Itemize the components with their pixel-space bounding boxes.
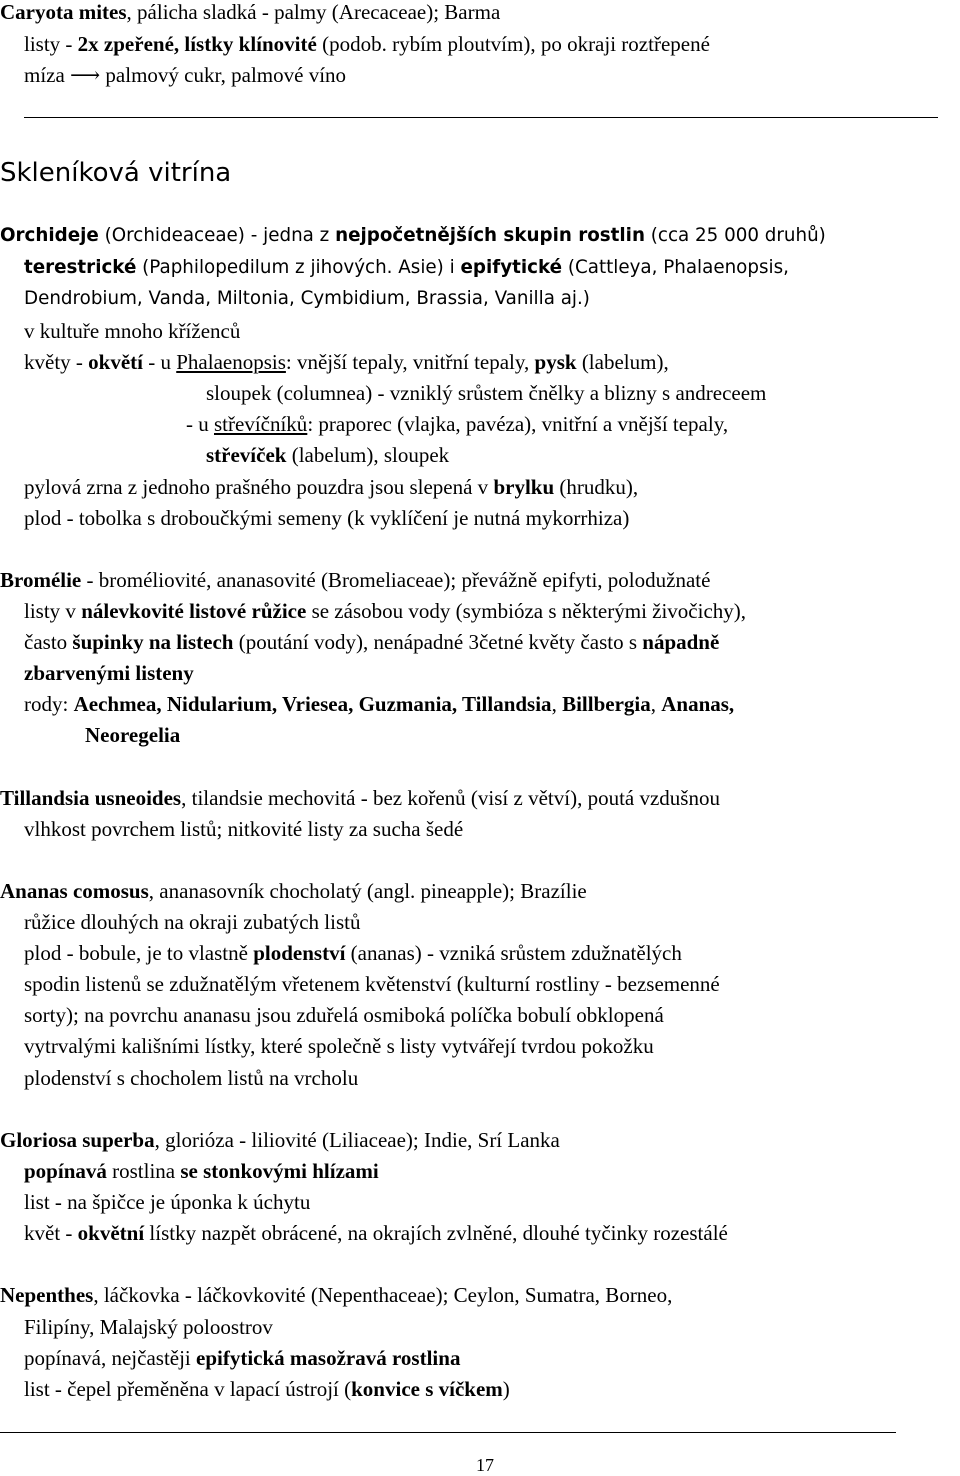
- orchid-line-6: sloupek (columnea) - vzniklý srůstem čnělky a blizny s andreceem: [206, 381, 767, 405]
- bromelie-line-5: rody: Aechmea, Nidularium, Vriesea, Guzmania, Tillandsia, Billbergia, Ananas,: [24, 692, 735, 716]
- bromelie-line-2: listy v nálevkovité listové růžice se zásobou vody (symbióza s některými živočichy),: [24, 599, 747, 623]
- orchid-line-1: Orchideje (Orchideaceae) - jedna z nejpočetnějších skupin rostlin (cca 25 000 druhů): [0, 225, 826, 246]
- orchid-line-4: v kultuře mnoho kříženců: [24, 319, 241, 343]
- footer-divider: [0, 1432, 896, 1433]
- ananas-line-6: vytrvalými kališními lístky, které společně s listy vytvářejí tvrdou pokožku: [24, 1034, 654, 1058]
- gloriosa-line-4: květ - okvětní lístky nazpět obrácené, na okrajích zvlněné, dlouhé tyčinky rozestálé: [24, 1221, 728, 1245]
- bromelie-line-4: zbarvenými listeny: [24, 661, 194, 685]
- bromelie-line-1: Bromélie - broméliovité, ananasovité (Bromeliaceae); převážně epifyti, polodužnaté: [0, 568, 711, 592]
- nepenthes-line-3: popínavá, nejčastěji epifytická masožravá rostlina: [24, 1346, 461, 1370]
- orchid-line-2: terestrické (Paphilopedilum z jihových. Asie) i epifytické (Cattleya, Phalaenopsis,: [24, 257, 789, 278]
- orchid-line-10: plod - tobolka s droboučkými semeny (k vyklíčení je nutná mykorrhiza): [24, 506, 630, 530]
- tillandsia-line-2: vlhkost povrchem listů; nitkovité listy za sucha šedé: [24, 817, 464, 841]
- tillandsia-line-1: Tillandsia usneoides, tilandsie mechovitá - bez kořenů (visí z větví), poutá vzdušnou: [0, 786, 720, 810]
- orchid-line-7: - u střevíčníků: praporec (vlajka, pavéza), vnitřní a vnější tepaly,: [186, 412, 729, 436]
- orchid-line-8: střevíček (labelum), sloupek: [206, 443, 450, 467]
- caryota-line-1: Caryota mites, pálicha sladká - palmy (Arecaceae); Barma: [0, 0, 501, 24]
- caryota-line-3: míza ⟶ palmový cukr, palmové víno: [24, 63, 347, 87]
- page-number: 17: [476, 1455, 494, 1475]
- gloriosa-line-2: popínavá rostlina se stonkovými hlízami: [24, 1159, 379, 1183]
- ananas-line-4: spodin listenů se zdužnatělým vřetenem květenství (kulturní rostliny - bezsemenné: [24, 972, 720, 996]
- nepenthes-line-1: Nepenthes, láčkovka - láčkovkovité (Nepenthaceae); Ceylon, Sumatra, Borneo,: [0, 1283, 673, 1307]
- bromelie-line-3: často šupinky na listech (poutání vody), nenápadné 3četné květy často s nápadně: [24, 630, 720, 654]
- ananas-line-7: plodenství s chocholem listů na vrcholu: [24, 1066, 359, 1090]
- orchid-line-3: Dendrobium, Vanda, Miltonia, Cymbidium, Brassia, Vanilla aj.): [24, 288, 590, 309]
- ananas-line-2: růžice dlouhých na okraji zubatých listů: [24, 910, 361, 934]
- gloriosa-line-3: list - na špičce je úponka k úchytu: [24, 1190, 311, 1214]
- nepenthes-line-4: list - čepel přeměněna v lapací ústrojí (konvice s víčkem): [24, 1377, 510, 1401]
- nepenthes-line-2: Filipíny, Malajský poloostrov: [24, 1315, 273, 1339]
- section-divider: [24, 117, 938, 118]
- bromelie-line-6: Neoregelia: [85, 723, 181, 747]
- orchid-line-9: pylová zrna z jednoho prašného pouzdra jsou slepená v brylku (hrudku),: [24, 475, 639, 499]
- section-title: Skleníková vitrína: [0, 158, 232, 188]
- gloriosa-line-1: Gloriosa superba, glorióza - liliovité (Liliaceae); Indie, Srí Lanka: [0, 1128, 560, 1152]
- ananas-line-5: sorty); na povrchu ananasu jsou zduřelá osmiboká políčka bobulí obklopená: [24, 1003, 664, 1027]
- caryota-line-2: listy - 2x zpeřené, lístky klínovité (podob. rybím ploutvím), po okraji roztřepené: [24, 32, 710, 56]
- ananas-line-3: plod - bobule, je to vlastně plodenství (ananas) - vzniká srůstem zdužnatělých: [24, 941, 682, 965]
- orchid-line-5: květy - okvětí - u Phalaenopsis: vnější tepaly, vnitřní tepaly, pysk (labelum),: [24, 350, 669, 374]
- ananas-line-1: Ananas comosus, ananasovník chocholatý (angl. pineapple); Brazílie: [0, 879, 587, 903]
